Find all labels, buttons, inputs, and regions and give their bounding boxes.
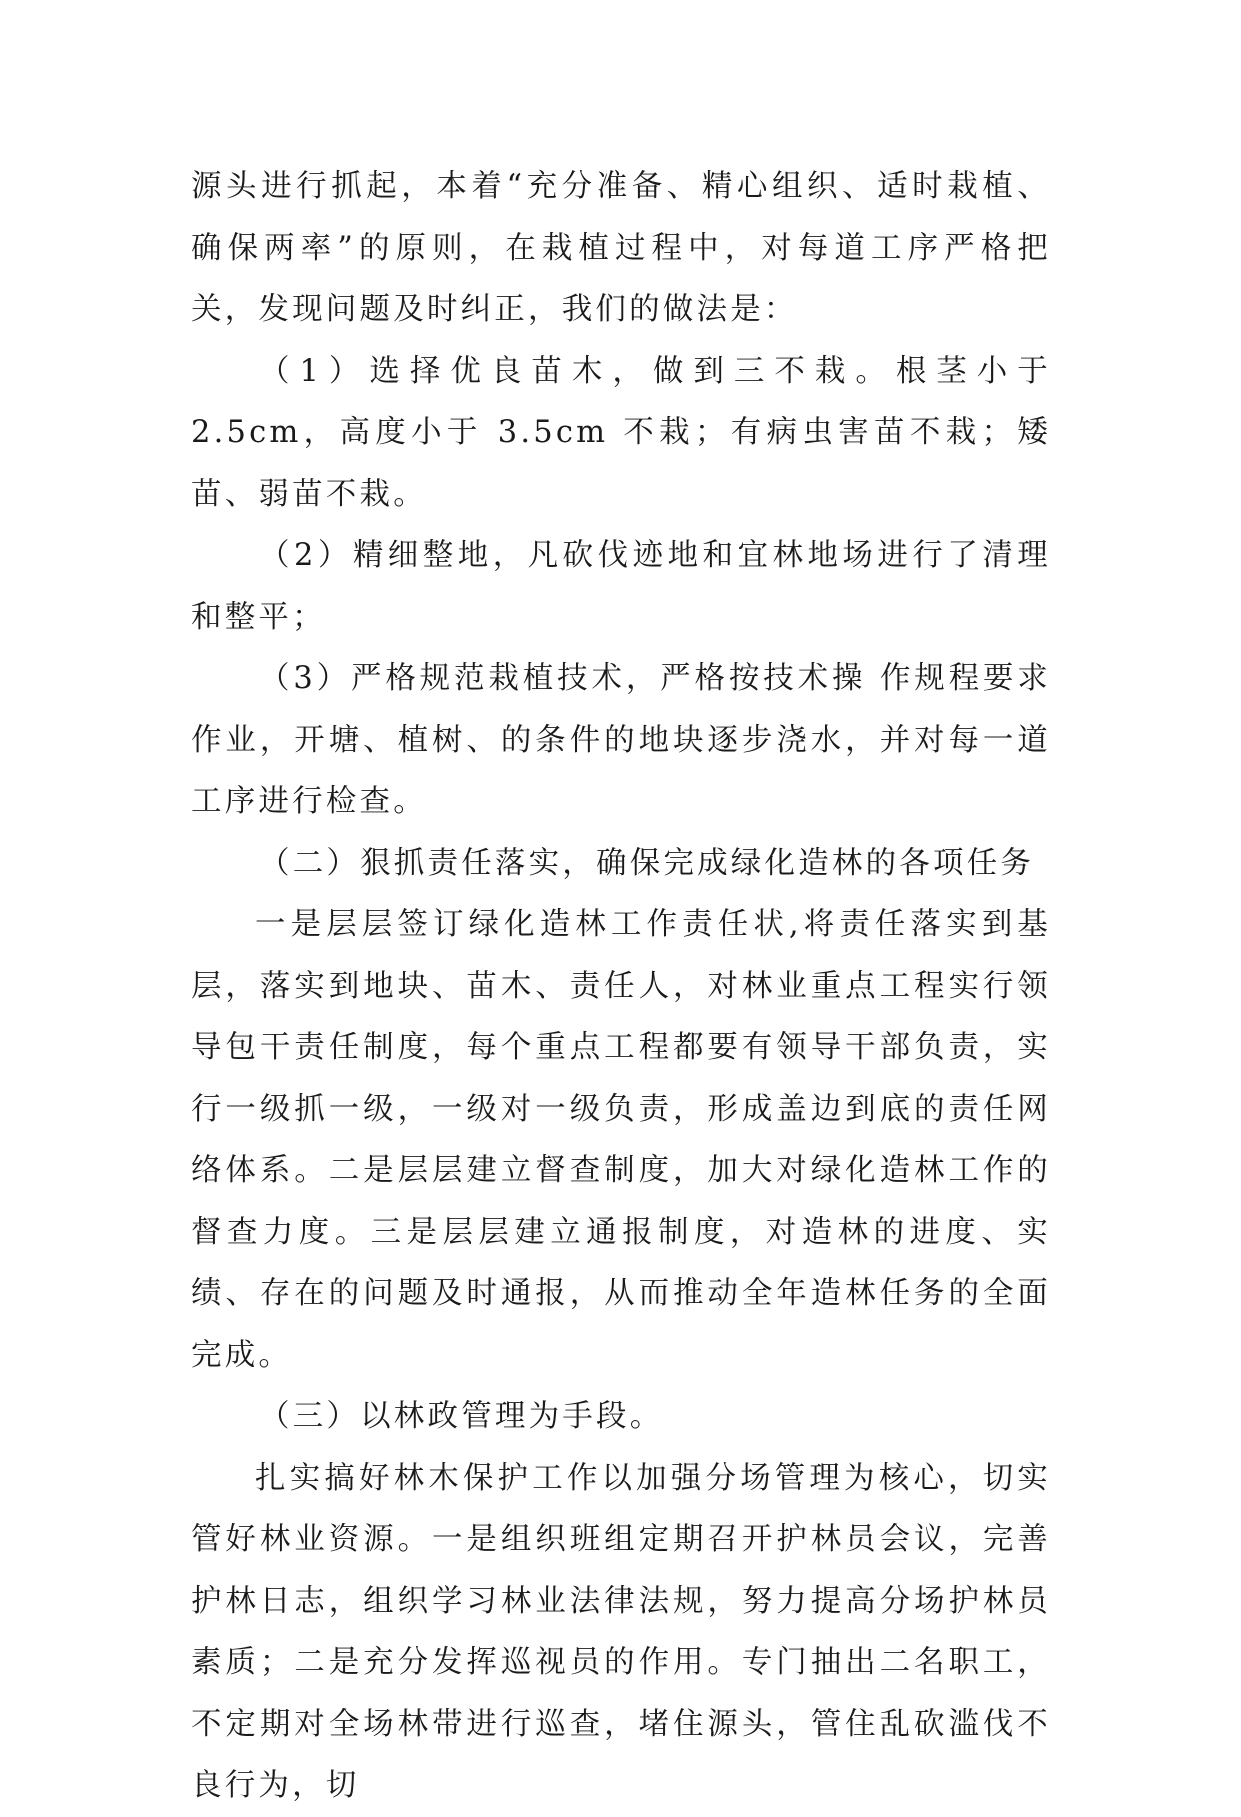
- paragraph-2: （1）选择优良苗木，做到三不栽。根茎小于 2.5cm，高度小于 3.5cm 不栽；有病虫害苗不栽；矮苗、弱苗不栽。: [191, 353, 1051, 512]
- paragraph-5: 一是层层签订绿化造林工作责任状,将责任落实到基层，落实到地块、苗木、责任人，对林业重点工程实行领导包干责任制度，每个重点工程都要有领导干部负责，实行一级抓一级，一级对一级负责，形成盖边到底的责任网络体系。二是层层建立督查制度，加大对绿化造林工作的督查力度。三是层层建立通报制度，对造林的进度、实绩、存在的问题及时通报，从而推动全年造林任务的全面完成。: [191, 907, 1051, 1373]
- paragraph-1: 源头进行抓起，本着“充分准备、精心组织、适时栽植、确保两率”的原则，在栽植过程中，对每道工序严格把关，发现问题及时纠正，我们的做法是：: [191, 169, 1051, 327]
- document-body: [191, 156, 1051, 1817]
- section-heading-2: （二）狠抓责任落实，确保完成绿化造林的各项任务: [259, 845, 1035, 881]
- paragraph-3: （2）精细整地，凡砍伐迹地和宜林地场进行了清理和整平；: [191, 538, 1051, 635]
- section-heading-3: （三）以林政管理为手段。: [259, 1399, 664, 1434]
- paragraph-4: （3）严格规范栽植技术，严格按技术操 作规程要求作业，开塘、植树、的条件的地块逐步浇水，并对每一道工序进行检查。: [191, 661, 1051, 819]
- paragraph-6: 扎实搞好林木保护工作以加强分场管理为核心，切实管好林业资源。一是组织班组定期召开护林员会议，完善护林日志，组织学习林业法律法规，努力提高分场护林员素质；二是充分发挥巡视员的作用。专门抽出二名职工，不定期对全场林带进行巡查，堵住源头，管住乱砍滥伐不良行为，切: [191, 1460, 1051, 1803]
